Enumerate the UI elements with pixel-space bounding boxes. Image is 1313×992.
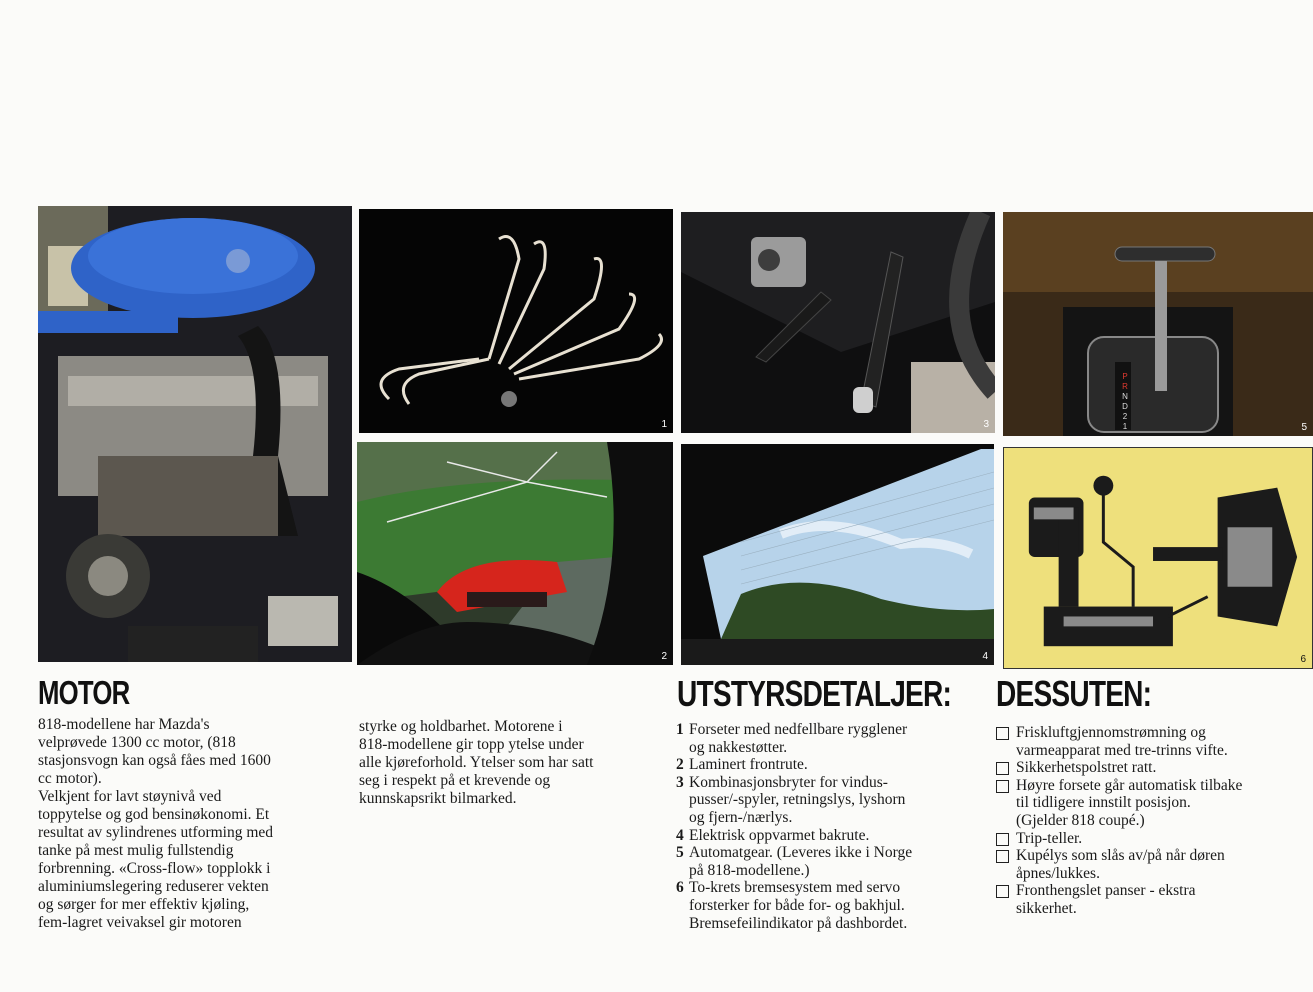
- list-item: [996, 759, 1306, 777]
- item-number: 6: [676, 879, 684, 897]
- item-text: Laminert frontrute.: [689, 756, 808, 774]
- gear-label: D: [1122, 402, 1128, 411]
- extras-list: [996, 724, 1306, 918]
- photo-number: 5: [1301, 422, 1307, 433]
- checkbox-square-icon: [996, 780, 1009, 793]
- gear-label: P: [1122, 372, 1128, 381]
- engine-photo: [38, 206, 352, 662]
- motor-title: MOTOR: [38, 674, 130, 711]
- item-text: Trip-teller.: [1016, 829, 1083, 847]
- motor-text-column-2: styrke og holdbarhet. Motorene i 818-modellene gir topp ytelse under alle kjøreforhold. Ytelser som har satt seg i respekt på et krevende og kunnskapsrikt bilmarked.: [359, 718, 594, 807]
- laminated-windshield-photo: [357, 442, 673, 665]
- extras-title: DESSUTEN:: [996, 673, 1152, 714]
- item-text: Sikkerhetspolstret ratt.: [1016, 759, 1157, 777]
- list-item: [676, 756, 976, 774]
- equipment-title: UTSTYRSDETALJER:: [677, 673, 952, 714]
- photo-number: 4: [982, 651, 988, 662]
- item-text: Forseter med nedfellbare rygglener og nakkestøtter.: [689, 721, 908, 756]
- motor-text-column-1: 818-modellene har Mazda's velprøvede 1300 cc motor, (818 stasjonsvogn kan også fåes med 1600 cc motor). Velkjent for lavt støynivå ved toppytelse og god bensinøkonomi. Et resultat av sylindrenes utforming med tanke på mest mulig fullstendig forbrenning. «Cross-flow» topplokk i aluminiumslegering reduserer vekten og sørger for mer effektiv kjøling, fem-lagret veivaksel gir motoren: [38, 716, 274, 931]
- list-item: [996, 777, 1306, 830]
- list-item: [996, 830, 1306, 848]
- item-text: Kupélys som slås av/på når døren åpnes/lukkes.: [1016, 847, 1225, 882]
- item-text: To-krets bremsesystem med servo forsterker for både for- og bakhjul. Bremsefeilindikator på dashbordet.: [689, 879, 908, 932]
- list-item: [676, 879, 976, 932]
- photo-number: 2: [661, 651, 667, 662]
- item-number: 3: [676, 773, 684, 791]
- item-text: Høyre forsete går automatisk tilbake til tidligere innstilt posisjon. (Gjelder 818 coupé.): [1016, 776, 1243, 829]
- gear-label: N: [1122, 392, 1128, 401]
- checkbox-square-icon: [996, 762, 1009, 775]
- combination-switch-photo: [681, 212, 995, 433]
- item-text: Automatgear. (Leveres ikke i Norge på 818-modellene.): [689, 844, 913, 879]
- reclining-seat-photo: [359, 209, 673, 433]
- item-number: 4: [676, 826, 684, 844]
- gear-indicator: [1119, 372, 1131, 432]
- equipment-list: [676, 721, 976, 932]
- photo-number: 3: [983, 419, 989, 430]
- photo-number: 6: [1300, 654, 1306, 665]
- item-number: 2: [676, 756, 684, 774]
- list-item: [996, 724, 1306, 759]
- automatic-shifter-photo: [1003, 212, 1313, 436]
- list-item: [676, 844, 976, 879]
- brake-servo-diagram: [1003, 447, 1313, 669]
- gear-label: 1: [1122, 422, 1128, 431]
- list-item: [676, 827, 976, 845]
- item-text: Friskluftgjennomstrømning og varmeapparat med tre-trinns vifte.: [1016, 724, 1228, 759]
- list-item: [996, 847, 1306, 882]
- photo-number: 1: [661, 419, 667, 430]
- item-text: Kombinasjonsbryter for vindus- pusser/-spyler, retningslys, lyshorn og fjern-/nærlys.: [689, 773, 906, 826]
- checkbox-square-icon: [996, 833, 1009, 846]
- item-number: 1: [676, 721, 684, 738]
- checkbox-square-icon: [996, 850, 1009, 863]
- checkbox-square-icon: [996, 885, 1009, 898]
- checkbox-square-icon: [996, 727, 1009, 740]
- list-item: [996, 882, 1306, 917]
- list-item: [676, 774, 976, 827]
- list-item: [676, 721, 976, 756]
- item-text: Fronthengslet panser - ekstra sikkerhet.: [1016, 882, 1196, 917]
- gear-label: R: [1122, 382, 1128, 391]
- heated-rear-window-photo: [681, 444, 994, 665]
- item-number: 5: [676, 844, 684, 862]
- item-text: Elektrisk oppvarmet bakrute.: [689, 826, 870, 844]
- gear-label: 2: [1122, 412, 1128, 421]
